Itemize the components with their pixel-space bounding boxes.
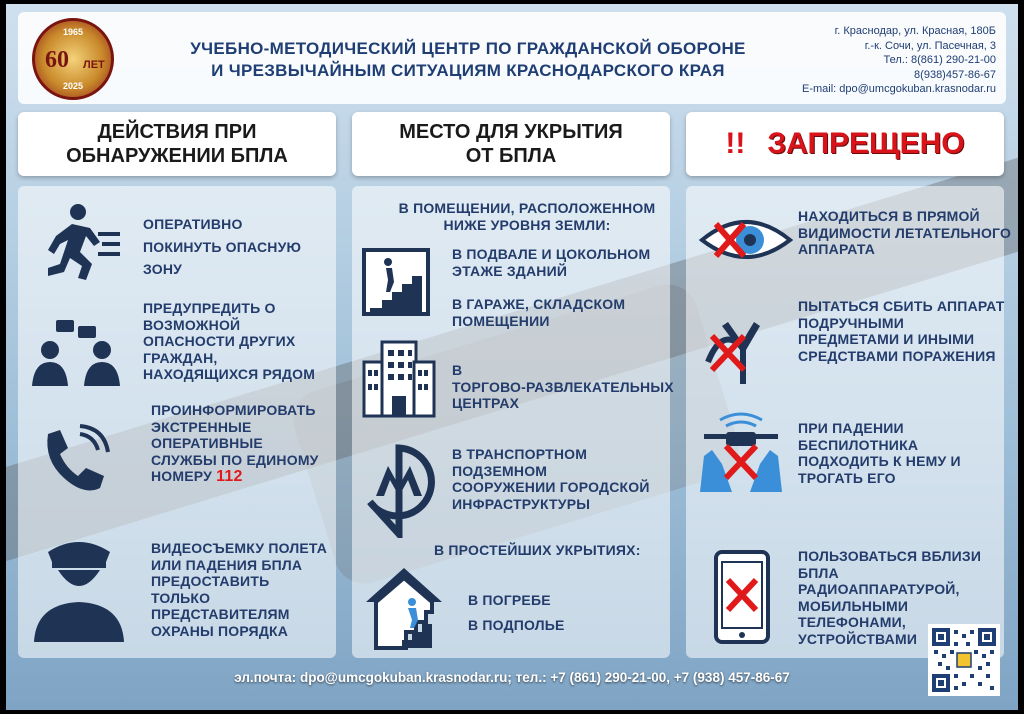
- shelter-metro: [452, 446, 650, 512]
- action-text-line: ИЛИ ПАДЕНИЯ БПЛА: [151, 556, 303, 573]
- action-text-line: ГРАЖДАН,: [143, 349, 218, 366]
- action-leave-zone: [143, 216, 301, 278]
- slingshot-crossed-icon: [700, 302, 780, 388]
- forbidden-text-line: БПЛА: [798, 564, 839, 581]
- forbidden-heading: [686, 112, 1004, 176]
- phone-1: Тел.: 8(861) 290-21-00: [883, 54, 996, 66]
- logo-year-end: 2025: [62, 81, 84, 91]
- forbidden-text-line: МОБИЛЬНЫМИ: [798, 597, 909, 614]
- action-text-line: ВИДЕОСЪЕМКУ ПОЛЕТА: [151, 540, 328, 556]
- action-text-line: ОПЕРАТИВНЫЕ: [151, 435, 263, 451]
- action-text-line: ВОЗМОЖНОЙ: [143, 316, 241, 333]
- action-text-line: ПРЕДУПРЕДИТЬ О: [143, 300, 276, 316]
- forbidden-text-line: СРЕДСТВАМИ ПОРАЖЕНИЯ: [798, 347, 996, 364]
- emergency-number: 112: [216, 468, 243, 485]
- drone-hands-crossed-icon: [696, 406, 786, 496]
- shelter-simple-intro: В ПРОСТЕЙШИХ УКРЫТИЯХ:: [434, 542, 641, 558]
- action-text-line: ЗОНУ: [143, 261, 183, 277]
- shelter-garage: [452, 296, 625, 329]
- shelter-heading-line-1: МЕСТО ДЛЯ УКРЫТИЯ: [399, 121, 623, 143]
- shelter-heading: [352, 112, 670, 176]
- forbidden-line-of-sight: [798, 208, 1011, 258]
- anniversary-logo: [32, 18, 114, 100]
- actions-heading-line-1: ДЕЙСТВИЯ ПРИ: [97, 121, 257, 143]
- shelter-text-line: В ПОДВАЛЕ И ЦОКОЛЬНОМ: [452, 246, 651, 262]
- poster: [6, 4, 1018, 710]
- forbidden-touch-drone: [798, 420, 961, 486]
- forbidden-text-line: БЕСПИЛОТНИКА: [798, 436, 919, 453]
- shelter-heading-line-2: ОТ БПЛА: [465, 145, 557, 167]
- shelter-text-line: ИНФРАСТРУКТУРЫ: [452, 495, 591, 512]
- shelter-intro: [392, 200, 662, 233]
- shelter-basement: [452, 246, 650, 279]
- shelter-intro-line: НИЖЕ УРОВНЯ ЗЕМЛИ:: [443, 216, 611, 233]
- header: [18, 12, 1006, 104]
- action-text-line: ТОЛЬКО: [151, 589, 211, 606]
- logo-number: 60: [45, 47, 69, 73]
- forbidden-text-line: ТРОГАТЬ ЕГО: [798, 469, 896, 486]
- forbidden-text-line: АППАРАТА: [798, 241, 876, 257]
- forbidden-text-line: УСТРОЙСТВАМИ: [798, 630, 918, 647]
- qr-code-icon: [932, 628, 996, 692]
- running-person-icon: [32, 202, 124, 284]
- people-talking-icon: [28, 318, 128, 388]
- action-text-line: СЛУЖБЫ ПО ЕДИНОМУ: [151, 451, 319, 468]
- forbidden-text-line: ПРИ ПАДЕНИИ: [798, 420, 904, 436]
- action-call-112: [151, 402, 319, 486]
- address-krasnodar: г. Краснодар, ул. Красная, 180Б: [834, 25, 996, 37]
- shelter-text-line: ТОРГОВО-РАЗВЛЕКАТЕЛЬНЫХ: [452, 378, 674, 395]
- shelter-text-line: В ГАРАЖЕ, СКЛАДСКОМ: [452, 296, 626, 312]
- forbidden-title: ЗАПРЕЩЕНО: [767, 127, 965, 160]
- mall-building-icon: [360, 338, 438, 418]
- action-text-line: ОПЕРАТИВНО: [143, 216, 243, 232]
- qr-code[interactable]: [928, 624, 1000, 696]
- footer-contacts: эл.почта: dpo@umcgokuban.krasnodar.ru; тел.: +7 (861) 290-21-00, +7 (938) 457-86-67: [234, 670, 790, 685]
- basement-stairs-icon: [360, 246, 432, 318]
- police-officer-icon: [30, 532, 128, 644]
- action-text-line: ПРОИНФОРМИРОВАТЬ: [151, 402, 316, 418]
- action-text-line: ПРЕДОСТАВИТЬ: [151, 573, 270, 589]
- email-link[interactable]: E-mail: dpo@umcgokuban.krasnodar.ru: [802, 83, 996, 95]
- metro-icon: [360, 444, 438, 538]
- phone-icon: [34, 424, 114, 496]
- forbidden-text-line: ПРЕДМЕТАМИ И ИНЫМИ: [798, 331, 975, 347]
- forbidden-text-line: ПЫТАТЬСЯ СБИТЬ АППАРАТ: [798, 298, 1005, 314]
- shelter-intro-line: В ПОМЕЩЕНИИ, РАСПОЛОЖЕННОМ: [398, 200, 656, 216]
- actions-heading: [18, 112, 336, 176]
- action-text-line: ЭКСТРЕННЫЕ: [151, 418, 252, 435]
- organization-title: [168, 38, 768, 82]
- forbidden-text-line: ПОДХОДИТЬ К НЕМУ И: [798, 453, 961, 469]
- shelter-text-line: ПОДЗЕМНОМ: [452, 462, 548, 479]
- forbidden-text-line: ТЕЛЕФОНАМИ,: [798, 614, 906, 630]
- shelter-cellar: В ПОГРЕБЕ: [468, 592, 551, 608]
- action-text-line: ОПАСНОСТИ ДРУГИХ: [143, 333, 296, 349]
- warning-marks: !!: [725, 127, 746, 160]
- action-text-line: НОМЕРУ: [151, 468, 213, 484]
- forbidden-text-line: ПОДРУЧНЫМИ: [798, 314, 904, 331]
- forbidden-shoot-down: [798, 298, 1005, 364]
- action-warn-citizens: [143, 300, 315, 383]
- action-text-line: ОХРАНЫ ПОРЯДКА: [151, 622, 289, 639]
- logo-year-start: 1965: [62, 27, 84, 37]
- contacts-block: [802, 24, 996, 97]
- shelter-text-line: ПОМЕЩЕНИИ: [452, 312, 550, 329]
- address-sochi: г.-к. Сочи, ул. Пасечная, 3: [864, 39, 996, 52]
- house-cellar-icon: [362, 562, 446, 652]
- shelter-text-line: СООРУЖЕНИИ ГОРОДСКОЙ: [452, 479, 650, 495]
- forbidden-text-line: ВИДИМОСТИ ЛЕТАТЕЛЬНОГО: [798, 224, 1012, 241]
- logo-suffix: ЛЕТ: [83, 59, 105, 71]
- phone-2: 8(938)457-86-67: [914, 68, 996, 81]
- actions-heading-line-2: ОБНАРУЖЕНИИ БПЛА: [66, 145, 288, 167]
- action-text-line: НАХОДЯЩИХСЯ РЯДОМ: [143, 366, 316, 382]
- shelter-mall: [452, 362, 674, 412]
- title-line-1: УЧЕБНО-МЕТОДИЧЕСКИЙ ЦЕНТР ПО ГРАЖДАНСКОЙ ОБОРОНЕ: [190, 39, 746, 58]
- forbidden-text-line: РАДИОАППАРАТУРОЙ,: [798, 581, 960, 597]
- shelter-text-line: В ТРАНСПОРТНОМ: [452, 446, 588, 462]
- forbidden-text-line: ПОЛЬЗОВАТЬСЯ ВБЛИЗИ: [798, 548, 982, 564]
- action-text-line: ПОКИНУТЬ ОПАСНУЮ: [143, 238, 302, 255]
- shelter-text-line: ЭТАЖЕ ЗДАНИЙ: [452, 262, 568, 279]
- action-text-line: ПРЕДСТАВИТЕЛЯМ: [151, 606, 290, 622]
- eye-crossed-icon: [698, 212, 794, 268]
- shelter-text-line: В: [452, 362, 463, 378]
- forbidden-text-line: НАХОДИТЬСЯ В ПРЯМОЙ: [798, 208, 980, 224]
- shelter-underfloor: В ПОДПОЛЬЕ: [468, 617, 565, 633]
- shelter-text-line: ЦЕНТРАХ: [452, 395, 520, 411]
- phone-crossed-icon: [712, 550, 772, 644]
- title-line-2: И ЧРЕЗВЫЧАЙНЫМ СИТУАЦИЯМ КРАСНОДАРСКОГО КРАЯ: [211, 61, 725, 80]
- action-video-to-police: [151, 540, 327, 639]
